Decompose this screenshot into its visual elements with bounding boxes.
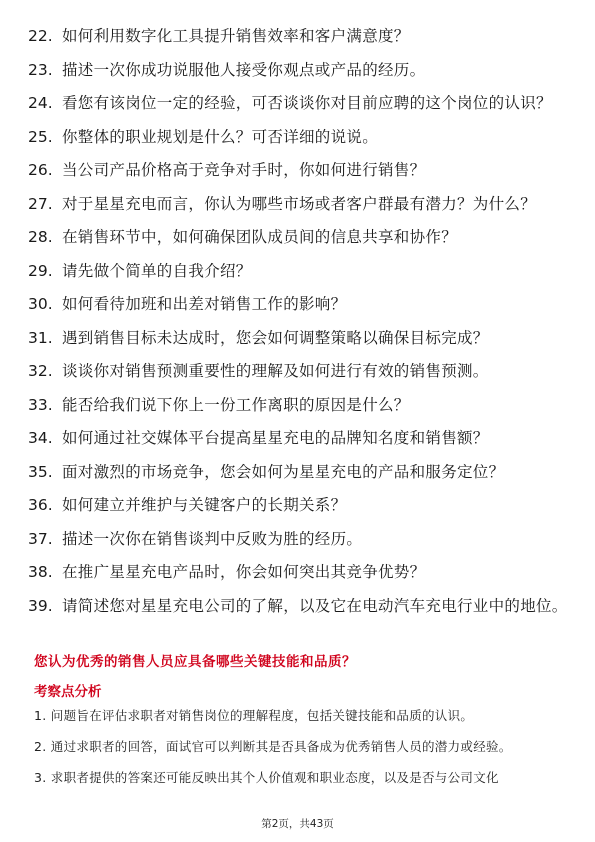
question-item [28,460,568,485]
question-list [28,24,568,627]
question-text: 描述一次你成功说服他人接受你观点或产品的经历。 [62,60,426,79]
question-item [28,594,568,619]
question-item [28,125,568,150]
question-number: 36. [28,496,53,514]
question-text: 如何利用数字化工具提升销售效率和客户满意度？ [62,27,410,45]
section-heading: 您认为优秀的销售人员应具备哪些关键技能和品质？ [34,654,356,670]
question-text: 描述一次你在销售谈判中反败为胜的经历。 [62,529,363,548]
question-item [28,91,568,116]
question-number: 27. [28,194,53,213]
question-number: 25. [28,127,53,146]
question-item [28,158,568,183]
question-text: 请先做个简单的自我介绍？ [62,261,252,280]
analysis-point: 3. 求职者提供的答案还可能反映出其个人价值观和职业态度，以及是否与公司文化 [34,770,499,785]
question-item [28,393,568,418]
analysis-points [34,702,562,795]
question-text: 谈谈你对销售预测重要性的理解及如何进行有效的销售预测。 [62,362,489,380]
analysis-point: 1. 问题旨在评估求职者对销售岗位的理解程度，包括关键技能和品质的认识。 [34,708,474,723]
question-number: 39. [28,596,53,615]
question-number: 38. [28,563,53,581]
question-number: 24. [28,94,53,112]
question-item [28,192,568,217]
analysis-point: 2. 通过求职者的回答，面试官可以判断其是否具备成为优秀销售人员的潜力或经验。 [34,739,512,754]
question-number: 30. [28,295,53,313]
question-item [28,426,568,451]
question-item [28,527,568,552]
question-text: 当公司产品价格高于竞争对手时，你如何进行销售？ [62,161,426,179]
analysis-label: 考察点分析 [34,684,102,700]
question-text: 对于星星充电而言，你认为哪些市场或者客户群最有潜力？为什么？ [62,194,537,213]
question-number: 34. [28,429,53,447]
question-text: 如何通过社交媒体平台提高星星充电的品牌知名度和销售额？ [62,429,489,447]
question-number: 26. [28,161,53,179]
question-item [28,292,568,317]
question-number: 33. [28,395,53,414]
question-text: 你整体的职业规划是什么？可否详细的说说。 [62,127,379,146]
question-text: 如何看待加班和出差对销售工作的影响？ [62,295,347,313]
question-text: 在推广星星充电产品时，你会如何突出其竞争优势？ [62,563,426,581]
question-item [28,326,568,351]
question-text: 遇到销售目标未达成时，您会如何调整策略以确保目标完成？ [62,328,489,347]
question-number: 28. [28,228,53,246]
question-number: 31. [28,328,53,347]
question-item [28,359,568,384]
question-text: 如何建立并维护与关键客户的长期关系？ [62,496,347,514]
question-number: 32. [28,362,53,380]
question-item [28,24,568,49]
question-number: 23. [28,60,53,79]
question-number: 29. [28,261,53,280]
question-text: 请简述您对星星充电公司的了解，以及它在电动汽车充电行业中的地位。 [62,596,568,615]
question-item [28,259,568,284]
question-number: 22. [28,27,53,45]
question-text: 能否给我们说下你上一份工作离职的原因是什么？ [62,395,410,414]
question-text: 看您有该岗位一定的经验，可否谈谈你对目前应聘的这个岗位的认识？ [62,94,552,112]
question-item [28,493,568,518]
question-item [28,560,568,585]
question-item [28,225,568,250]
question-number: 35. [28,462,53,481]
question-text: 面对激烈的市场竞争，您会如何为星星充电的产品和服务定位？ [62,462,505,481]
question-item [28,58,568,83]
question-text: 在销售环节中，如何确保团队成员间的信息共享和协作？ [62,228,458,246]
question-number: 37. [28,529,53,548]
page-footer: 第2页，共43页 [261,818,334,830]
